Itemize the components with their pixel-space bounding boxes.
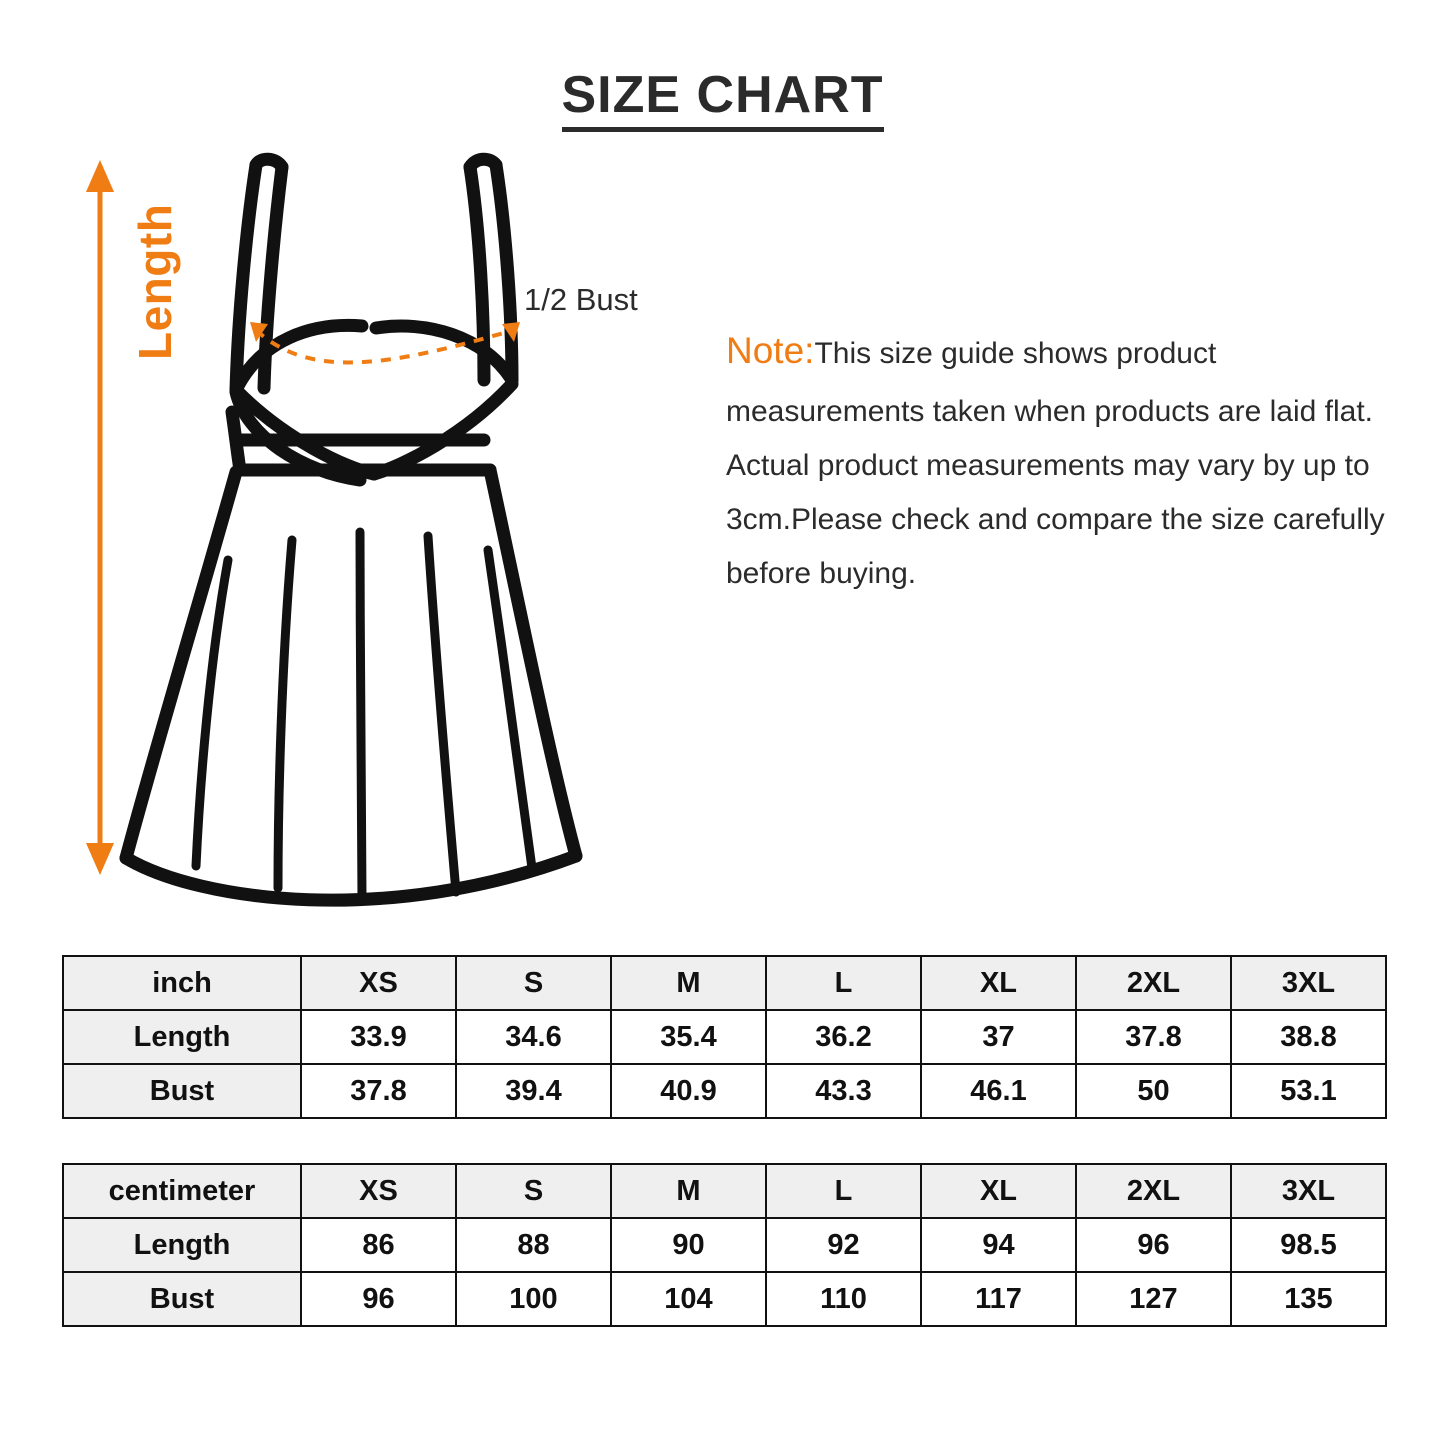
cell-inch-bust-xs: 37.8 xyxy=(301,1064,456,1118)
length-measure-arrow xyxy=(86,160,114,875)
cell-cm-bust-m: 104 xyxy=(611,1272,766,1326)
table-unit-cell: centimeter xyxy=(63,1164,301,1218)
table-row xyxy=(63,1064,1386,1118)
cell-inch-bust-l: 43.3 xyxy=(766,1064,921,1118)
cell-inch-length-s: 34.6 xyxy=(456,1010,611,1064)
cell-inch-bust-3xl: 53.1 xyxy=(1231,1064,1386,1118)
cell-cm-length-s: 88 xyxy=(456,1218,611,1272)
cell-inch-length-xs: 33.9 xyxy=(301,1010,456,1064)
cell-inch-length-l: 36.2 xyxy=(766,1010,921,1064)
table-header-3xl: 3XL xyxy=(1231,956,1386,1010)
table-header-xl: XL xyxy=(921,956,1076,1010)
table-header-l: L xyxy=(766,956,921,1010)
note-block xyxy=(726,318,1396,601)
cell-inch-bust-m: 40.9 xyxy=(611,1064,766,1118)
table-header-l: L xyxy=(766,1164,921,1218)
cell-cm-bust-l: 110 xyxy=(766,1272,921,1326)
cell-cm-length-2xl: 96 xyxy=(1076,1218,1231,1272)
table-row xyxy=(63,1010,1386,1064)
table-row xyxy=(63,1218,1386,1272)
table-row-header xyxy=(63,1164,1386,1218)
dress-outline xyxy=(126,159,576,900)
cell-cm-bust-2xl: 127 xyxy=(1076,1272,1231,1326)
cell-inch-length-2xl: 37.8 xyxy=(1076,1010,1231,1064)
table-header-xl: XL xyxy=(921,1164,1076,1218)
table-header-s: S xyxy=(456,1164,611,1218)
table-header-m: M xyxy=(611,956,766,1010)
cell-cm-length-3xl: 98.5 xyxy=(1231,1218,1386,1272)
table-header-2xl: 2XL xyxy=(1076,1164,1231,1218)
cell-inch-length-m: 35.4 xyxy=(611,1010,766,1064)
bust-label: 1/2 Bust xyxy=(524,282,638,317)
cell-cm-bust-s: 100 xyxy=(456,1272,611,1326)
table-header-xs: XS xyxy=(301,956,456,1010)
cell-cm-bust-xs: 96 xyxy=(301,1272,456,1326)
row-label-length: Length xyxy=(63,1218,301,1272)
table-header-m: M xyxy=(611,1164,766,1218)
cell-cm-length-m: 90 xyxy=(611,1218,766,1272)
cell-cm-length-xl: 94 xyxy=(921,1218,1076,1272)
cell-inch-length-3xl: 38.8 xyxy=(1231,1010,1386,1064)
table-unit-cell: inch xyxy=(63,956,301,1010)
note-text: This size guide shows product measurements taken when products are laid flat. Actual product measurements may vary by up to 3cm.Please check and compare the size carefully before buying. xyxy=(726,337,1385,590)
length-label: Length xyxy=(129,203,181,360)
table-header-xs: XS xyxy=(301,1164,456,1218)
note-keyword: Note: xyxy=(726,330,815,371)
cell-inch-bust-s: 39.4 xyxy=(456,1064,611,1118)
table-header-2xl: 2XL xyxy=(1076,956,1231,1010)
row-label-bust: Bust xyxy=(63,1272,301,1326)
cell-cm-bust-3xl: 135 xyxy=(1231,1272,1386,1326)
cell-cm-length-l: 92 xyxy=(766,1218,921,1272)
cell-inch-length-xl: 37 xyxy=(921,1010,1076,1064)
row-label-bust: Bust xyxy=(63,1064,301,1118)
size-table-inch xyxy=(62,955,1387,1119)
row-label-length: Length xyxy=(63,1010,301,1064)
table-header-3xl: 3XL xyxy=(1231,1164,1386,1218)
cell-cm-bust-xl: 117 xyxy=(921,1272,1076,1326)
cell-inch-bust-2xl: 50 xyxy=(1076,1064,1231,1118)
cell-cm-length-xs: 86 xyxy=(301,1218,456,1272)
table-row xyxy=(63,1272,1386,1326)
table-header-s: S xyxy=(456,956,611,1010)
table-row-header xyxy=(63,956,1386,1010)
page-title-container xyxy=(0,68,1445,132)
cell-inch-bust-xl: 46.1 xyxy=(921,1064,1076,1118)
size-table-centimeter xyxy=(62,1163,1387,1327)
page-title: SIZE CHART xyxy=(562,68,884,132)
